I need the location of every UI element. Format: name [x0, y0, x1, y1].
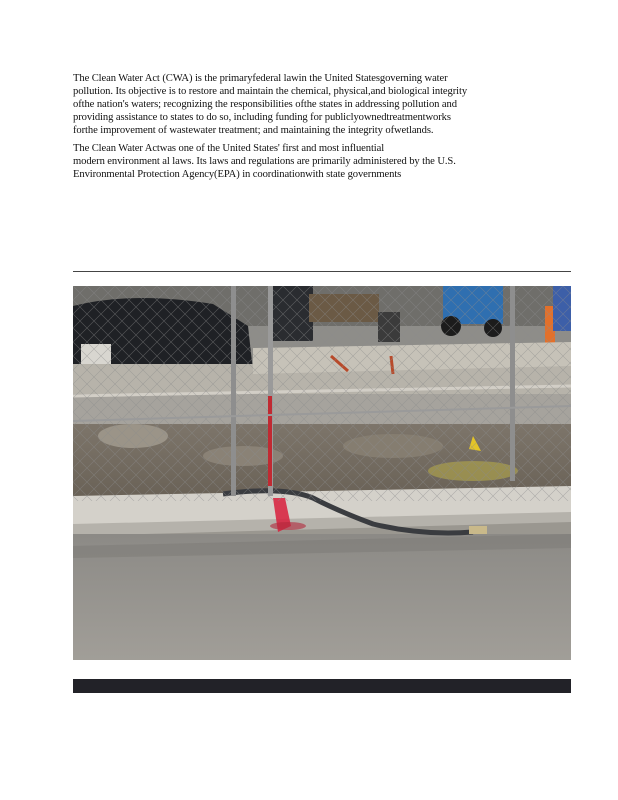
text-line: forthe improvement of wastewater treatment; and maintaining the integrity ofwetlands.: [73, 125, 434, 136]
text-line: The Clean Water Act (CWA) is the primaryfederal lawin the United Statesgoverning water: [73, 73, 448, 84]
text-line: modern environment al laws. Its laws and regulations are primarily administered by the U.S.: [73, 156, 456, 167]
text-line: ofthe nation's waters; recognizing the responsibilities ofthe states in addressing pollution and: [73, 99, 457, 110]
text-line: Environmental Protection Agency(EPA) in coordinationwith state governments: [73, 169, 402, 180]
construction-site-photo: [73, 286, 571, 660]
horizontal-rule: [73, 271, 571, 272]
text-line: providing assistance to states to do so, including funding for publiclyownedtreatmentworks: [73, 112, 451, 123]
text-line: The Clean Water Actwas one of the United States' first and most influential: [73, 143, 385, 154]
footer-bar: [73, 679, 571, 693]
body-text: [73, 72, 548, 186]
paragraph-2: [73, 142, 548, 181]
text-line: pollution. Its objective is to restore and maintain the chemical, physical,and biological integrity: [73, 86, 468, 97]
paragraph-1: [73, 72, 548, 137]
photo-illustration: [73, 286, 571, 660]
